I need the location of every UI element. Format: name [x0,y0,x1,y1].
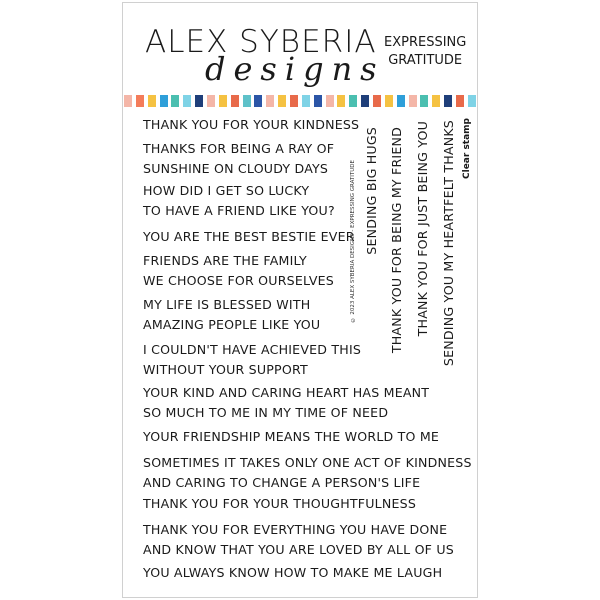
phrase: YOU ARE THE BEST BESTIE EVER [143,229,355,244]
color-stripe [302,95,310,107]
color-stripe [254,95,262,107]
color-stripe [420,95,428,107]
phrase: YOU ALWAYS KNOW HOW TO MAKE ME LAUGH [143,565,443,580]
vertical-phrase: THANK YOU FOR BEING MY FRIEND [389,127,404,354]
color-stripe [397,95,405,107]
product-title [384,34,466,70]
phrase: THANK YOU FOR YOUR THOUGHTFULNESS [143,496,417,511]
color-stripe [349,95,357,107]
product-title-line1: EXPRESSING [384,35,467,50]
phrase: HOW DID I GET SO LUCKY TO HAVE A FRIEND LIKE YOU? [143,183,335,218]
color-stripe [231,95,239,107]
color-stripe [314,95,322,107]
color-stripe [171,95,179,107]
phrase: THANK YOU FOR EVERYTHING YOU HAVE DONE AND KNOW THAT YOU ARE LOVED BY ALL OF US [143,522,454,557]
product-title-line2: GRATITUDE [388,53,463,68]
color-stripe [136,95,144,107]
color-stripe [361,95,369,107]
color-stripe [409,95,417,107]
color-stripe [326,95,334,107]
stamp-type-label: Clear stamp [462,118,472,179]
color-stripe [278,95,286,107]
color-stripe [456,95,464,107]
color-stripe [385,95,393,107]
phrase: THANK YOU FOR YOUR KINDNESS [143,117,360,132]
copyright-text: © 2023 ALEX SYBERIA DESIGNS - EXPRESSING GRATITUDE [350,160,356,323]
color-stripe [290,95,298,107]
brand-script: designs [205,50,385,88]
vertical-phrase: SENDING YOU MY HEARTFELT THANKS [441,120,456,367]
color-stripes [122,95,478,107]
phrase: THANKS FOR BEING A RAY OF SUNSHINE ON CLOUDY DAYS [143,141,335,176]
color-stripe [124,95,132,107]
color-stripe [266,95,274,107]
color-stripe [219,95,227,107]
color-stripe [243,95,251,107]
color-stripe [148,95,156,107]
color-stripe [207,95,215,107]
color-stripe [160,95,168,107]
phrase: YOUR FRIENDSHIP MEANS THE WORLD TO ME [143,429,440,444]
color-stripe [195,95,203,107]
phrase: I COULDN'T HAVE ACHIEVED THIS WITHOUT YOUR SUPPORT [143,342,362,377]
brand-name: ALEX SYBERIA [145,24,377,60]
color-stripe [337,95,345,107]
color-stripe [183,95,191,107]
color-stripe [432,95,440,107]
phrase: YOUR KIND AND CARING HEART HAS MEANT SO MUCH TO ME IN MY TIME OF NEED [143,385,430,420]
color-stripe [444,95,452,107]
color-stripe [373,95,381,107]
phrase: SOMETIMES IT TAKES ONLY ONE ACT OF KINDNESS AND CARING TO CHANGE A PERSON'S LIFE [143,455,472,490]
phrase: FRIENDS ARE THE FAMILY WE CHOOSE FOR OURSELVES [143,253,334,288]
vertical-phrase: THANK YOU FOR JUST BEING YOU [415,121,430,337]
vertical-phrase: SENDING BIG HUGS [364,127,379,255]
color-stripe [468,95,476,107]
phrase: MY LIFE IS BLESSED WITH AMAZING PEOPLE LIKE YOU [143,297,321,332]
